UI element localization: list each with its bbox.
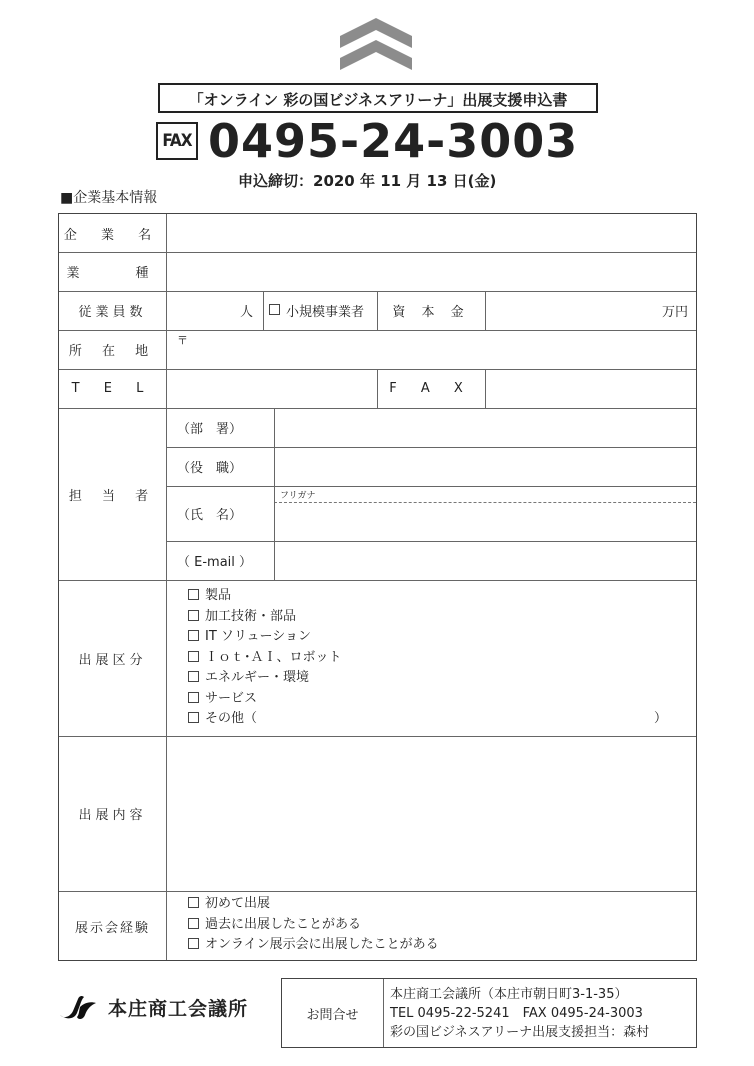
checkbox-icon[interactable] <box>188 610 199 621</box>
chamber-name: 本庄商工会議所 <box>108 997 249 1020</box>
postal-mark: 〒 <box>177 334 188 347</box>
checkbox-icon[interactable] <box>188 651 199 662</box>
position-field[interactable] <box>276 448 695 485</box>
position-label: （役 職） <box>177 461 243 476</box>
category-option-it[interactable]: IT ソリューション <box>188 627 688 648</box>
employees-unit: 人 <box>239 305 253 320</box>
employees-label: 従業員数 <box>78 305 147 320</box>
industry-field[interactable] <box>168 253 695 290</box>
fax-number: 0495-24-3003 <box>208 114 579 168</box>
department-field[interactable] <box>276 409 695 446</box>
experience-option-online[interactable]: オンライン展示会に出展したことがある <box>188 935 688 956</box>
email-label: （ E-mail ） <box>177 555 253 570</box>
application-form <box>58 213 697 961</box>
capital-unit: 万円 <box>661 305 688 320</box>
tel-field[interactable] <box>168 370 376 407</box>
capital-label: 資 本 金 <box>392 305 470 320</box>
tel-label: T E L <box>71 381 154 396</box>
small-business-checkbox[interactable] <box>269 291 377 330</box>
email-field[interactable] <box>276 542 695 579</box>
category-option-energy[interactable]: エネルギー・環境 <box>188 668 688 689</box>
category-other-close: ） <box>654 711 668 726</box>
fax-field[interactable] <box>487 370 695 407</box>
category-option-other[interactable]: その他（ ） <box>188 709 688 730</box>
checkbox-icon[interactable] <box>188 671 199 682</box>
contact-line-person: 彩の国ビジネスアリーナ出展支援担当：森村 <box>390 1025 650 1040</box>
category-options <box>188 586 688 730</box>
address-field[interactable] <box>199 331 695 368</box>
checkbox-icon[interactable] <box>269 304 280 315</box>
checkbox-icon[interactable] <box>188 918 199 929</box>
company-name-field[interactable] <box>168 215 695 251</box>
company-name-label: 企 業 名 <box>63 227 162 243</box>
contact-line-phone: TEL 0495-22-5241 FAX 0495-24-3003 <box>390 1006 643 1021</box>
form-title: 「オンライン 彩の国ビジネスアリーナ」出展支援申込書 <box>158 83 598 113</box>
experience-option-past[interactable]: 過去に出展したことがある <box>188 915 688 936</box>
checkbox-icon[interactable] <box>188 938 199 949</box>
furigana-label: フリガナ <box>280 490 316 501</box>
category-option-processing[interactable]: 加工技術・部品 <box>188 607 688 628</box>
experience-label: 展示会経験 <box>74 920 150 936</box>
contact-box <box>281 978 697 1048</box>
small-business-label: 小規模事業者 <box>286 305 365 320</box>
department-label: （部 署） <box>177 422 243 437</box>
category-option-product[interactable]: 製品 <box>188 586 688 607</box>
checkbox-icon[interactable] <box>188 897 199 908</box>
contact-details <box>390 985 649 1042</box>
experience-options <box>188 894 688 956</box>
content-label: 出展内容 <box>78 808 147 823</box>
contact-label: 担 当 者 <box>68 488 157 504</box>
industry-label: 業 種 <box>66 266 159 281</box>
experience-option-first[interactable]: 初めて出展 <box>188 894 688 915</box>
category-option-iot-ai[interactable]: Ｉｏｔ･ＡＩ、ロボット <box>188 648 688 669</box>
category-label: 出展区分 <box>78 652 147 668</box>
category-option-service[interactable]: サービス <box>188 689 688 710</box>
name-field[interactable] <box>276 504 695 540</box>
fax-badge: FAX <box>156 122 198 160</box>
contact-label: お問合せ <box>282 979 384 1047</box>
fax-label: F A X <box>389 381 473 396</box>
checkbox-icon[interactable] <box>188 630 199 641</box>
deadline-text: 申込締切：2020 年 11 月 13 日(金) <box>238 172 497 190</box>
section-title: ■企業基本情報 <box>60 190 158 206</box>
checkbox-icon[interactable] <box>188 712 199 723</box>
address-label: 所 在 地 <box>68 344 157 359</box>
checkbox-icon[interactable] <box>188 589 199 600</box>
contact-line-address: 本庄商工会議所（本庄市朝日町3-1-35） <box>390 987 628 1002</box>
name-label: （氏 名） <box>177 508 243 523</box>
checkbox-icon[interactable] <box>188 692 199 703</box>
content-field[interactable] <box>168 737 695 890</box>
chamber-logo <box>58 993 248 1021</box>
chamber-logo-icon <box>58 993 98 1021</box>
chevron-up-icon <box>340 18 412 72</box>
